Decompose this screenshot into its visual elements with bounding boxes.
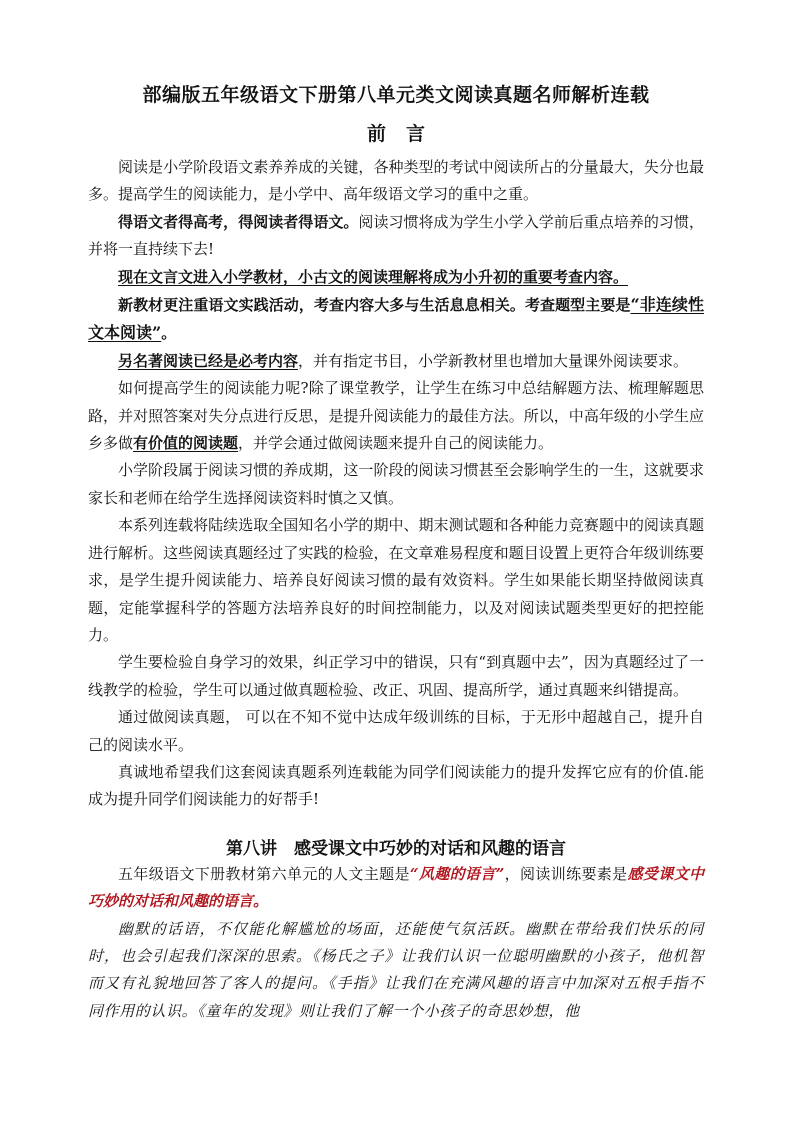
quoted-term: “非连续性文本阅读” (88, 295, 704, 343)
paragraph-12 (88, 861, 704, 916)
paragraph-text: 阅读习惯将成为学生小学入学前后重点培养的习惯，并将一直持续下去! (88, 212, 704, 259)
paragraph-13: 幽默的话语，不仅能化解尴尬的场面，还能使气氛活跃。幽默在带给我们快乐的同时，也会引起我们深深的思索。《杨氏之子》让我们认识一位聪明幽默的小孩子，他机智而又有礼貌地回答了客人的提问。《手指》让我们在充满风趣的语言中加深对五根手指不同作用的认识。《童年的发现》则让我们了解一个小孩子的奇思妙想，他 (88, 919, 704, 1020)
paragraph-8: 本系列连载将陆续选取全国知名小学的期中、期末测试题和各种能力竞赛题中的阅读真题进行解析。这些阅读真题经过了实践的检验，在文章难易程度和题目设置上更符合年级训练要求，是学生提升阅读能力、培养良好阅读习惯的最有效资料。学生如果能长期坚持做阅读真题，定能掌握科学的答题方法培养良好的时间控制能力，以及对阅读试题类型更好的把控能力。 (88, 516, 704, 644)
document-page (88, 80, 704, 1025)
punctuation: 。 (161, 324, 177, 343)
preface-heading: 前言 (366, 123, 445, 145)
document-title: 部编版五年级语文下册第八单元类文阅读真题名师解析连载 (142, 84, 650, 106)
bold-underlined-phrase: 有价值的阅读题 (133, 434, 239, 453)
paragraph-3 (88, 264, 704, 291)
paragraph-7: 小学阶段属于阅读习惯的养成期，这一阶段的阅读习惯甚至会影响学生的一生，这就要求家长和老师在给学生选择阅读资料时慎之又慎。 (88, 461, 704, 507)
paragraph-6 (88, 375, 704, 457)
paragraph-text: ，并学会通过做阅读题来提升自己的阅读能力。 (238, 434, 554, 453)
paragraph-text: ，并有指定书目，小学新教材里也增加大量课外阅读要求。 (298, 351, 689, 370)
bold-phrase: 得语文者得高考，得阅读者得语文。 (118, 212, 359, 231)
bold-phrase: 新教材更注重语文实践活动，考查内容大多与生活息息相关。考查题型主要是 (118, 296, 631, 315)
bold-underlined-phrase: 现在文言文进入小学教材，小古文的阅读理解将成为小升初的重要考查内容。 (118, 267, 629, 286)
paragraph-2 (88, 209, 704, 264)
paragraph-text: 如何提高学生的阅读能力呢?除了课堂教学，让学生在练习中总结解题方法、梳理解题思路，并对照答案对失分点进行反思，是提升阅读能力的最佳方法。所以，中高年级的小学生应乡多做 (88, 379, 704, 453)
paragraph-text: 五年级语文下册教材第六单元的人文主题是 (118, 864, 410, 883)
paragraph-9: 学生要检验自身学习的效果，纠正学习中的错误，只有“到真题中去”，因为真题经过了一线教学的检验，学生可以通过做真题检验、改正、巩固、提高所学，通过真题来纠错提高。 (88, 653, 704, 699)
paragraph-1: 阅读是小学阶段语文素养养成的关键，各种类型的考试中阅读所占的分量最大，失分也最多。提高学生的阅读能力，是小学中、高年级语文学习的重中之重。 (88, 158, 704, 204)
paragraph-5 (88, 348, 704, 375)
bold-underlined-phrase: 另名著阅读已经是必考内容 (118, 351, 299, 370)
paragraph-text: ，阅读训练要素是 (504, 864, 628, 883)
highlighted-theme: “风趣的语言” (409, 864, 505, 883)
paragraph-10: 通过做阅读真题， 可以在不知不觉中达成年级训练的目标，于无形中超越自己，提升自己的阅读水平。 (88, 708, 704, 754)
paragraph-4 (88, 291, 704, 348)
section-title: 第八讲 感受课文中巧妙的对话和风趣的语言 (226, 838, 566, 859)
paragraph-11: 真诚地希望我们这套阅读真题系列连载能为同学们阅读能力的提升发挥它应有的价值.能成为提升同学们阅读能力的好帮手! (88, 762, 704, 809)
highlighted-element: 感受课文中巧妙的对话和风趣的语言。 (88, 864, 704, 911)
